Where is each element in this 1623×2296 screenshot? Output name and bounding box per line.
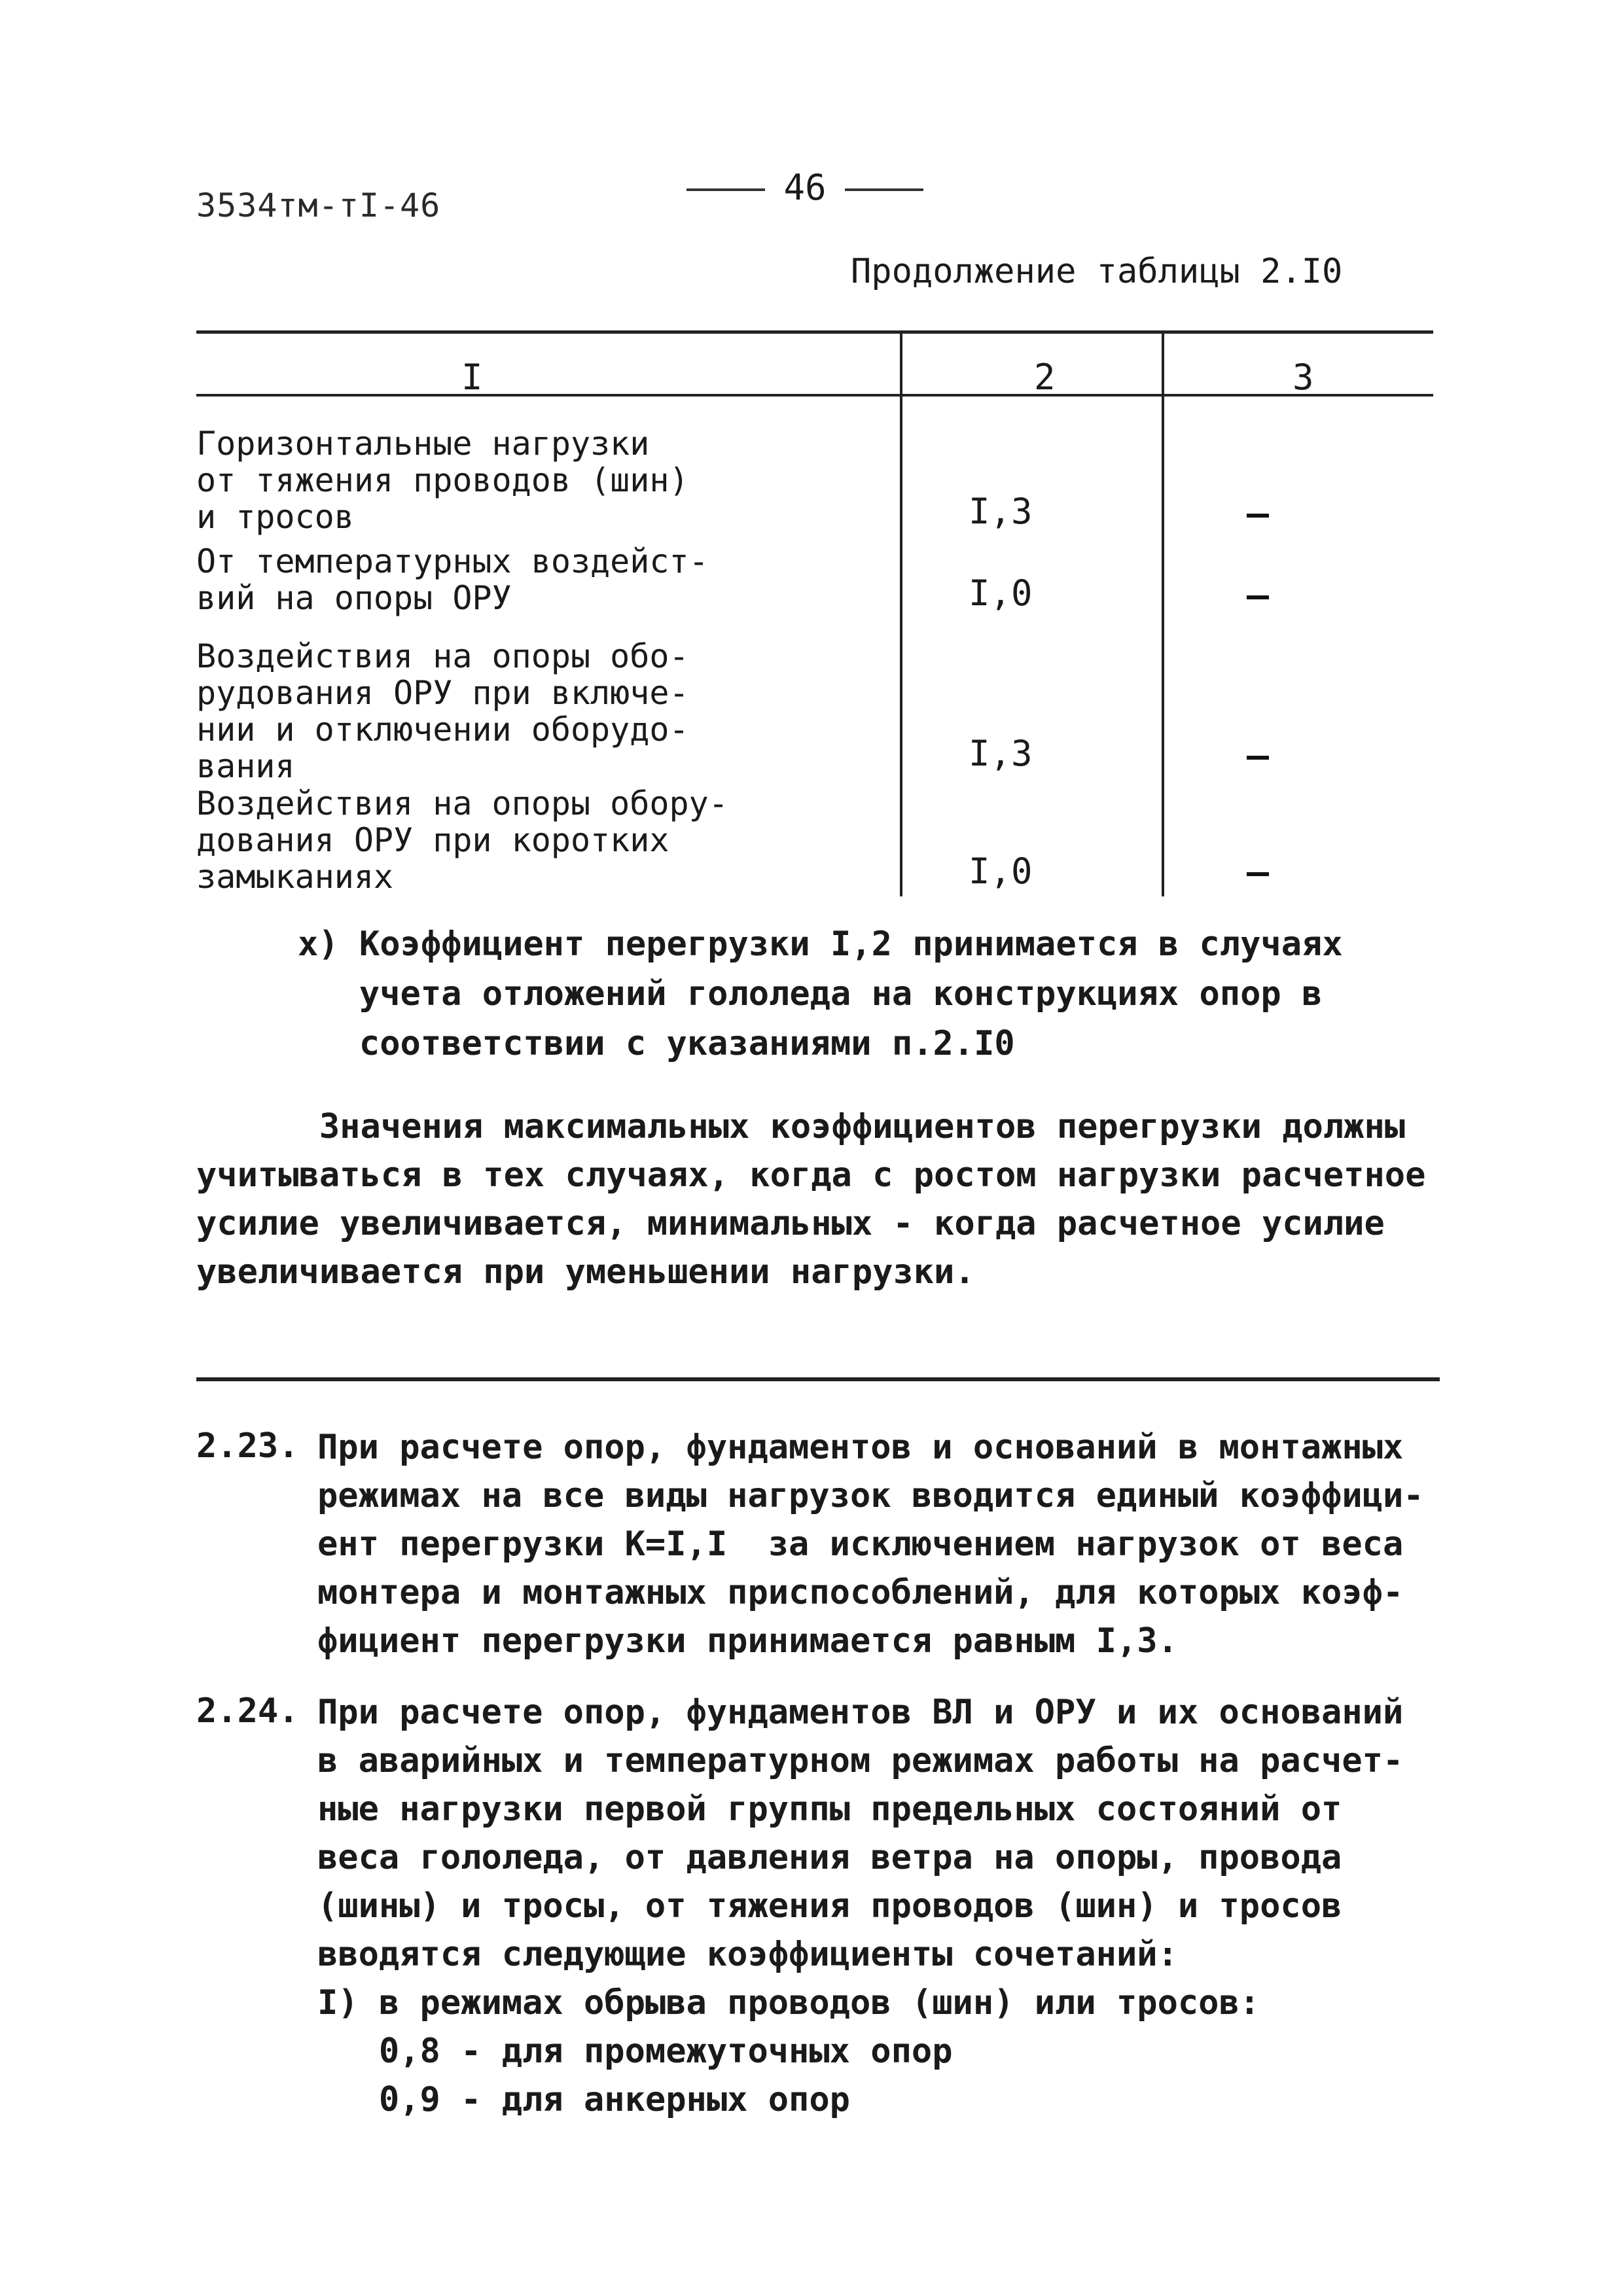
table-row-3-value: I,3 — [969, 733, 1033, 774]
table-header-rule — [196, 394, 1433, 397]
table-row-4-value: I,0 — [969, 851, 1033, 892]
table-col-header-1: I — [461, 357, 483, 398]
section-separator — [196, 1377, 1440, 1381]
table-col-header-3: 3 — [1293, 357, 1314, 398]
table-col-divider-2 — [1162, 330, 1164, 896]
page-number-value: 46 — [783, 167, 827, 208]
page-number — [668, 167, 942, 208]
table-row-1-value: I,3 — [969, 491, 1033, 532]
table-row-1-label: Горизонтальные нагрузки от тяжения проводов (шин) и тросов — [196, 425, 689, 536]
page-number-dash-right — [845, 188, 923, 191]
page-number-dash-left — [687, 188, 765, 191]
item-text-2-24: При расчете опор, фундаментов ВЛ и ОРУ и их оснований в аварийных и температурном режимах работы на расчет- ные нагрузки первой группы предельных состояний от веса гололеда, от давления ветра на опоры, провода (шины) и тросы, от тяжения проводов (шин) и тросов вводятся следующие коэффициенты сочетаний: I) в режимах обрыва проводов (шин) или тросов: 0,8 - для промежуточных опор 0,9 - для анкерных опор — [317, 1693, 1404, 2119]
table-row-1-col3-dash — [1247, 514, 1269, 518]
table-col-divider-1 — [900, 330, 902, 896]
table-row-2-value: I,0 — [969, 573, 1033, 614]
table-row-4-label: Воздействия на опоры обору- дования ОРУ при коротких замыканиях — [196, 785, 728, 896]
table-row-4-col3-dash — [1247, 872, 1269, 876]
table-row-2-col3-dash — [1247, 595, 1269, 599]
table-top-rule — [196, 330, 1433, 334]
table-row-2-label: От температурных воздейст- вий на опоры ОРУ — [196, 542, 709, 617]
item-text-2-23: При расчете опор, фундаментов и оснований в монтажных режимах на все виды нагрузок вводится единый коэффици- ент перегрузки К=I,I за исключением нагрузок от веса монтера и монтажных приспособлений, для которых коэф- фициент перегрузки принимается равным I,3. — [317, 1428, 1424, 1661]
table-caption: Продолжение таблицы 2.I0 — [851, 252, 1343, 291]
item-number-2-24: 2.24. — [196, 1691, 299, 1731]
table-row-3-label: Воздействия на опоры обо- рудования ОРУ при включе- нии и отключении оборудо- вания — [196, 637, 689, 785]
table-row-3-col3-dash — [1247, 756, 1269, 760]
table-footnote: х) Коэффициент перегрузки I,2 принимается в случаях учета отложений гололеда на конструкциях опор в соответствии с указаниями п.2.I0 — [298, 925, 1343, 1063]
table-col-header-2: 2 — [1034, 357, 1056, 398]
body-paragraph: Значения максимальных коэффициентов перегрузки должны учитываться в тех случаях, когда с ростом нагрузки расчетное усилие увеличивается, минимальных - когда расчетное усилие увеличивается при уменьшении нагрузки. — [196, 1107, 1426, 1292]
document-code: 3534тм-тI-46 — [196, 186, 441, 224]
item-number-2-23: 2.23. — [196, 1426, 299, 1466]
